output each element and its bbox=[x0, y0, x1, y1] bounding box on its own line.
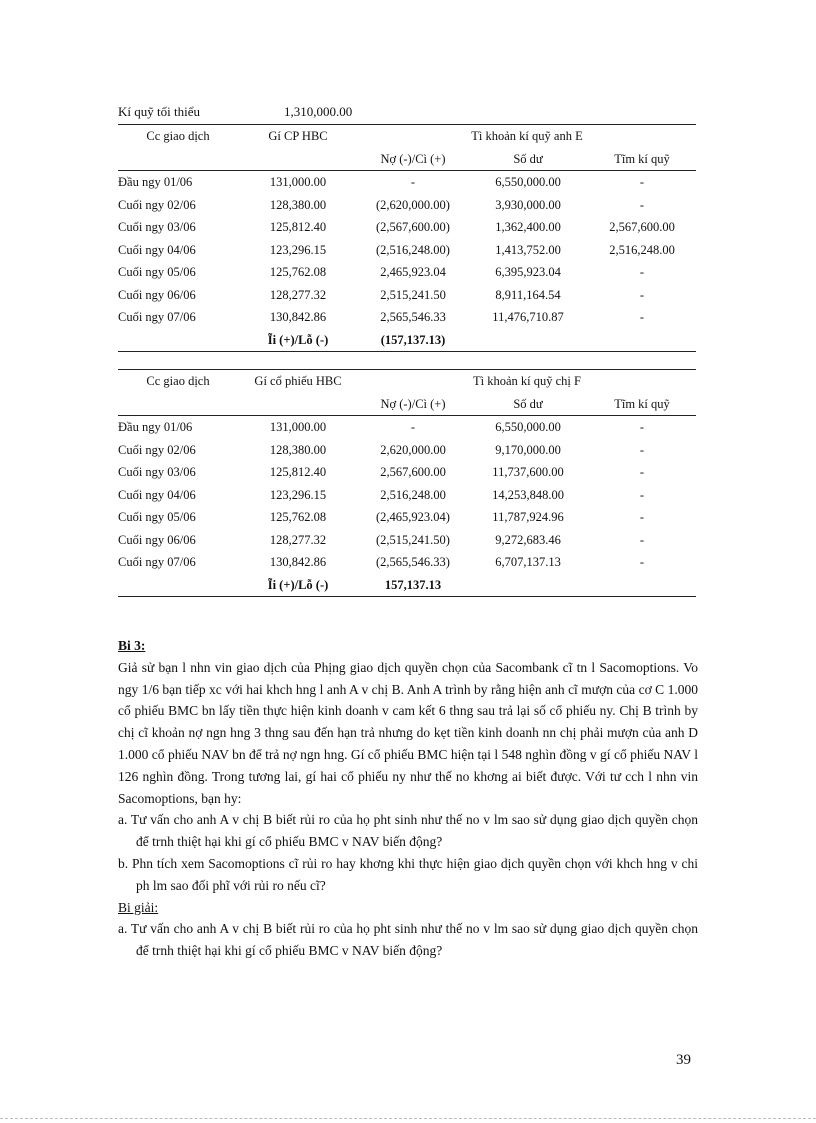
row-price: 123,296.15 bbox=[269, 487, 327, 502]
question-b: b. Phn tích xem Sacomoptions cĩ rủi ro hay khơng khi thực hiện giao dịch quyền chọn với khch hng v chi ph lm sao đối phĩ với rủi ro nếu cĩ? bbox=[118, 855, 698, 893]
row-change: (2,620,000.00) bbox=[376, 197, 450, 212]
row-balance: 6,395,923.04 bbox=[495, 265, 561, 279]
col-transactions: Cc giao dịch bbox=[118, 125, 238, 148]
table-row bbox=[118, 239, 696, 262]
col-group-account: Tì khoản kí quỹ anh E bbox=[358, 125, 696, 148]
col-price: Gí CP HBC bbox=[238, 125, 358, 148]
row-price: 128,277.32 bbox=[269, 287, 327, 302]
row-price: 130,842.86 bbox=[269, 310, 327, 324]
row-balance: 3,930,000.00 bbox=[495, 197, 561, 212]
row-balance: 9,272,683.46 bbox=[495, 532, 561, 547]
row-call: - bbox=[639, 265, 645, 279]
table-row bbox=[118, 506, 696, 529]
solution-title: Bi giải: bbox=[118, 899, 159, 915]
table-row bbox=[118, 529, 696, 552]
row-date: Cuối ngy 05/06 bbox=[118, 265, 196, 279]
row-date: Cuối ngy 02/06 bbox=[118, 197, 196, 212]
row-date: Cuối ngy 06/06 bbox=[118, 532, 196, 547]
row-change: 2,516,248.00 bbox=[380, 487, 446, 502]
row-call: 2,567,600.00 bbox=[609, 220, 675, 234]
row-call: - bbox=[639, 420, 645, 434]
row-price: 128,380.00 bbox=[269, 442, 327, 457]
table-row bbox=[118, 216, 696, 239]
row-call: 2,516,248.00 bbox=[609, 242, 675, 257]
summary-label: Ĩi (+)/Lỗ (-) bbox=[238, 329, 358, 352]
col-debit-credit: Nợ (-)/Cì (+) bbox=[358, 393, 468, 416]
exercise-body: Giả sử bạn l nhn vin giao dịch của Phịng giao dịch quyền chọn của Sacombank cĩ tn l Sacomoptions. Vo ngy 1/6 bạn tiếp xc với hai khch hng l anh A v chị B. Anh A trình by rằng hiện anh cĩ mượn của cơ C 1.000 cổ phiếu BMC bn lấy tiền thực hiện kinh doanh v cam kết 6 thng sau trả lại số cổ phiếu ny. Chị B trình by chị cĩ khoản nợ ngn hng 3 thng sau đến hạn trả nhưng do kẹt tiền kinh doanh nn chị phải mượn của anh D 1.000 cổ phiếu NAV bn để trả nợ ngn hng. Gí cổ phiếu BMC hiện tại l 548 nghìn đồng v gí cổ phiếu NAV l 126 nghìn đồng. Trong tương lai, gí hai cổ phiếu ny như thế no khơng ai biết được. Với tư cch l nhn vin Sacomoptions, bạn hy: bbox=[118, 659, 698, 806]
row-balance: 11,476,710.87 bbox=[492, 310, 564, 324]
row-balance: 6,550,000.00 bbox=[495, 420, 561, 434]
row-price: 128,380.00 bbox=[269, 197, 327, 212]
row-balance: 6,550,000.00 bbox=[495, 175, 561, 189]
question-a: a. Tư vấn cho anh A v chị B biết rủi ro của họ pht sinh như thế no v lm sao sử dụng giao dịch quyền chọn để trnh thiệt hại khi gí cổ phiếu BMC v NAV biến động? bbox=[118, 812, 698, 850]
row-balance: 9,170,000.00 bbox=[495, 442, 561, 457]
row-date: Đầu ngy 01/06 bbox=[118, 175, 193, 189]
row-change: 2,567,600.00 bbox=[380, 465, 446, 479]
row-call: - bbox=[639, 197, 645, 212]
row-balance: 11,737,600.00 bbox=[492, 465, 564, 479]
table-row bbox=[118, 416, 696, 439]
page-number: 39 bbox=[676, 1052, 691, 1068]
row-change: 2,620,000.00 bbox=[380, 442, 446, 457]
row-price: 130,842.86 bbox=[269, 555, 327, 569]
row-date: Cuối ngy 07/06 bbox=[118, 310, 196, 324]
row-call: - bbox=[639, 510, 645, 524]
row-call: - bbox=[639, 442, 645, 457]
table-row bbox=[118, 484, 696, 507]
row-date: Cuối ngy 05/06 bbox=[118, 510, 196, 524]
col-debit-credit: Nợ (-)/Cì (+) bbox=[358, 148, 468, 171]
row-price: 125,762.08 bbox=[269, 510, 327, 524]
row-balance: 1,413,752.00 bbox=[495, 242, 561, 257]
row-date: Cuối ngy 03/06 bbox=[118, 465, 196, 479]
row-price: 125,812.40 bbox=[269, 220, 327, 234]
row-change: (2,565,546.33) bbox=[376, 555, 450, 569]
row-date: Cuối ngy 04/06 bbox=[118, 487, 196, 502]
summary-row bbox=[118, 574, 696, 597]
margin-account-table-f bbox=[118, 369, 696, 597]
row-change: 2,465,923.04 bbox=[380, 265, 446, 279]
table-row bbox=[118, 439, 696, 462]
row-price: 125,762.08 bbox=[269, 265, 327, 279]
table-row bbox=[118, 171, 696, 194]
minimum-margin-value: 1,310,000.00 bbox=[284, 104, 353, 119]
table-row bbox=[118, 261, 696, 284]
row-date: Cuối ngy 03/06 bbox=[118, 220, 196, 234]
table-row bbox=[118, 284, 696, 307]
col-margin-call: Tĩm kí quỹ bbox=[588, 148, 696, 171]
margin-account-table-e bbox=[118, 124, 696, 352]
summary-value: (157,137.13) bbox=[358, 329, 468, 352]
row-call: - bbox=[639, 287, 645, 302]
exercise-title: Bi 3: bbox=[118, 638, 146, 653]
table-row bbox=[118, 551, 696, 574]
row-date: Cuối ngy 07/06 bbox=[118, 555, 196, 569]
col-price: Gí cổ phiếu HBC bbox=[238, 370, 358, 393]
exercise-section bbox=[118, 635, 698, 962]
row-price: 131,000.00 bbox=[269, 420, 327, 434]
row-change: (2,465,923.04) bbox=[376, 510, 450, 524]
row-change: (2,516,248.00) bbox=[376, 242, 450, 257]
col-transactions: Cc giao dịch bbox=[118, 370, 238, 393]
col-balance: Số dư bbox=[468, 148, 588, 171]
row-change: 2,565,546.33 bbox=[380, 310, 446, 324]
row-date: Cuối ngy 04/06 bbox=[118, 242, 196, 257]
row-change: (2,515,241.50) bbox=[376, 532, 450, 547]
row-balance: 8,911,164.54 bbox=[495, 287, 561, 302]
row-call: - bbox=[639, 532, 645, 547]
row-balance: 6,707,137.13 bbox=[495, 555, 561, 569]
table-row bbox=[118, 306, 696, 329]
row-call: - bbox=[639, 175, 645, 189]
row-call: - bbox=[639, 310, 645, 324]
row-change: 2,515,241.50 bbox=[380, 287, 446, 302]
col-group-account: Tì khoản kí quỹ chị F bbox=[358, 370, 696, 393]
col-balance: Số dư bbox=[468, 393, 588, 416]
minimum-margin-label: Kí quỹ tối thiểu bbox=[118, 104, 200, 119]
row-price: 123,296.15 bbox=[269, 242, 327, 257]
row-price: 128,277.32 bbox=[269, 532, 327, 547]
row-call: - bbox=[639, 555, 645, 569]
row-balance: 14,253,848.00 bbox=[492, 487, 564, 502]
row-change: (2,567,600.00) bbox=[376, 220, 450, 234]
row-price: 125,812.40 bbox=[269, 465, 327, 479]
table-row bbox=[118, 461, 696, 484]
solution-a: a. Tư vấn cho anh A v chị B biết rủi ro của họ pht sinh như thế no v lm sao sử dụng giao dịch quyền chọn để trnh thiệt hại khi gí cổ phiếu BMC v NAV biến động? bbox=[118, 921, 698, 959]
row-change: - bbox=[410, 175, 416, 189]
row-change: - bbox=[410, 420, 416, 434]
page-bottom-divider bbox=[0, 1118, 816, 1119]
row-date: Cuối ngy 06/06 bbox=[118, 287, 196, 302]
summary-row bbox=[118, 329, 696, 352]
row-date: Đầu ngy 01/06 bbox=[118, 420, 193, 434]
table-row bbox=[118, 194, 696, 217]
col-margin-call: Tĩm kí quỹ bbox=[588, 393, 696, 416]
row-balance: 11,787,924.96 bbox=[492, 510, 564, 524]
row-call: - bbox=[639, 465, 645, 479]
row-balance: 1,362,400.00 bbox=[495, 220, 561, 234]
row-date: Cuối ngy 02/06 bbox=[118, 442, 196, 457]
row-price: 131,000.00 bbox=[269, 175, 327, 189]
row-call: - bbox=[639, 487, 645, 502]
summary-label: Ĩi (+)/Lỗ (-) bbox=[238, 574, 358, 597]
summary-value: 157,137.13 bbox=[358, 574, 468, 597]
